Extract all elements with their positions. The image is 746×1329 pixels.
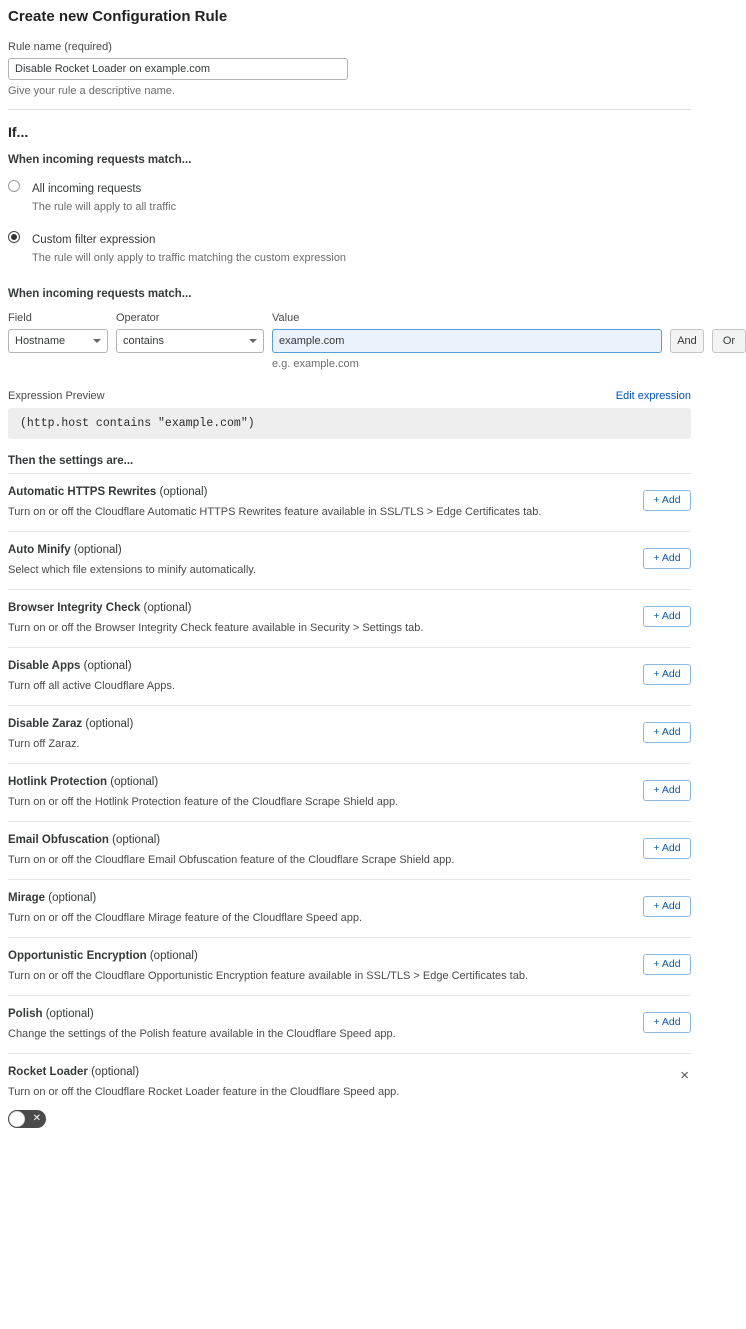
remove-setting-icon[interactable]: ×	[680, 1066, 689, 1084]
add-setting-button[interactable]: + Add	[643, 896, 691, 917]
add-setting-button[interactable]: + Add	[643, 838, 691, 859]
setting-optional: (optional)	[73, 543, 122, 556]
setting-description: Turn off all active Cloudflare Apps.	[8, 679, 175, 692]
setting-title: Automatic HTTPS Rewrites	[8, 485, 157, 498]
if-section-subheading: When incoming requests match...	[8, 154, 192, 166]
setting-description: Turn off Zaraz.	[8, 737, 80, 750]
setting-optional: (optional)	[85, 717, 134, 730]
setting-optional: (optional)	[159, 485, 208, 498]
then-section-heading: Then the settings are...	[8, 454, 134, 467]
expression-preview-header	[8, 390, 691, 402]
rule-name-group	[8, 41, 691, 97]
field-label: Field	[8, 311, 32, 324]
setting-description: Turn on or off the Cloudflare Email Obfuscation feature of the Cloudflare Scrape Shield app.	[8, 853, 455, 866]
setting-row-opportunistic-encryption	[8, 937, 691, 995]
field-column	[8, 312, 108, 353]
divider	[8, 109, 691, 110]
logic-buttons	[670, 312, 704, 353]
setting-optional: (optional)	[83, 659, 132, 672]
setting-title: Opportunistic Encryption	[8, 949, 147, 962]
setting-description: Change the settings of the Polish feature available in the Cloudflare Speed app.	[8, 1027, 396, 1040]
setting-title: Disable Zaraz	[8, 717, 83, 730]
chevron-down-icon	[93, 339, 101, 343]
add-setting-button[interactable]: + Add	[643, 548, 691, 569]
setting-title: Hotlink Protection	[8, 775, 108, 788]
setting-row-mirage	[8, 879, 691, 937]
setting-optional: (optional)	[45, 1007, 94, 1020]
setting-row-browser-integrity-check	[8, 589, 691, 647]
radio-desc-all-requests: The rule will apply to all traffic	[32, 201, 177, 213]
setting-title: Email Obfuscation	[8, 833, 109, 846]
edit-expression-link[interactable]: Edit expression	[615, 389, 691, 402]
setting-row-disable-zaraz	[8, 705, 691, 763]
operator-select-value: contains	[123, 334, 164, 347]
setting-description: Turn on or off the Cloudflare Rocket Loader feature in the Cloudflare Speed app.	[8, 1085, 400, 1098]
radio-label-all-requests: All incoming requests	[32, 183, 142, 195]
or-button[interactable]: Or	[712, 329, 746, 353]
radio-label-custom-filter: Custom filter expression	[32, 233, 156, 246]
setting-row-automatic-https-rewrites	[8, 473, 691, 531]
operator-label: Operator	[116, 311, 160, 324]
value-input[interactable]	[272, 329, 662, 353]
setting-optional: (optional)	[91, 1065, 140, 1078]
setting-description: Turn on or off the Cloudflare Automatic HTTPS Rewrites feature available in SSL/TLS > Edge Certificates tab.	[8, 505, 542, 518]
setting-row-hotlink-protection	[8, 763, 691, 821]
operator-select[interactable]	[116, 329, 264, 353]
setting-row-email-obfuscation	[8, 821, 691, 879]
expression-preview-label: Expression Preview	[8, 389, 105, 402]
field-select[interactable]	[8, 329, 108, 353]
radio-desc-custom-filter: The rule will only apply to traffic matching the custom expression	[32, 251, 347, 264]
page-title: Create new Configuration Rule	[8, 8, 228, 25]
setting-title: Browser Integrity Check	[8, 601, 141, 614]
field-select-value: Hostname	[15, 334, 66, 347]
setting-optional: (optional)	[149, 949, 198, 962]
add-setting-button[interactable]: + Add	[643, 606, 691, 627]
expression-preview-box: (http.host contains "example.com")	[8, 408, 691, 439]
add-setting-button[interactable]: + Add	[643, 1012, 691, 1033]
if-section-heading: If...	[8, 124, 29, 140]
chevron-down-icon	[249, 339, 257, 343]
add-setting-button[interactable]: + Add	[643, 664, 691, 685]
setting-row-polish	[8, 995, 691, 1053]
expression-builder-row	[8, 311, 736, 370]
add-setting-button[interactable]: + Add	[643, 780, 691, 801]
setting-description: Turn on or off the Cloudflare Mirage feature of the Cloudflare Speed app.	[8, 911, 363, 924]
setting-title: Mirage	[8, 891, 46, 904]
setting-title: Rocket Loader	[8, 1065, 88, 1078]
setting-description: Turn on or off the Browser Integrity Check feature available in Security > Settings tab.	[8, 621, 424, 634]
setting-optional: (optional)	[48, 891, 97, 904]
setting-title: Polish	[8, 1007, 43, 1020]
add-setting-button[interactable]: + Add	[643, 490, 691, 511]
setting-description: Select which file extensions to minify automatically.	[8, 563, 257, 576]
radio-option-all-requests[interactable]	[8, 178, 691, 215]
value-column	[272, 312, 662, 370]
add-setting-button[interactable]: + Add	[643, 722, 691, 743]
setting-optional: (optional)	[143, 601, 192, 614]
setting-description: Turn on or off the Hotlink Protection feature of the Cloudflare Scrape Shield app.	[8, 795, 399, 808]
radio-option-custom-filter[interactable]	[8, 229, 691, 266]
rocket-loader-toggle[interactable]	[8, 1110, 46, 1128]
setting-row-disable-apps	[8, 647, 691, 705]
value-hint: e.g. example.com	[272, 357, 359, 370]
rule-name-input[interactable]	[8, 58, 348, 80]
expression-subheading: When incoming requests match...	[8, 287, 192, 300]
setting-title: Auto Minify	[8, 543, 71, 556]
setting-optional: (optional)	[112, 833, 161, 846]
setting-row-rocket-loader	[8, 1053, 691, 1141]
rule-name-label: Rule name (required)	[8, 41, 112, 53]
setting-row-auto-minify	[8, 531, 691, 589]
toggle-off-icon: ✕	[32, 1112, 41, 1124]
toggle-knob	[9, 1111, 25, 1127]
setting-optional: (optional)	[110, 775, 159, 788]
rule-name-help: Give your rule a descriptive name.	[8, 85, 175, 97]
value-label: Value	[272, 311, 300, 324]
radio-icon-custom-filter[interactable]	[8, 231, 20, 243]
add-setting-button[interactable]: + Add	[643, 954, 691, 975]
setting-title: Disable Apps	[8, 659, 81, 672]
radio-icon-all-requests[interactable]	[8, 180, 20, 192]
setting-description: Turn on or off the Cloudflare Opportunistic Encryption feature available in SSL/TLS > Edge Certificates tab.	[8, 969, 529, 982]
operator-column	[116, 312, 264, 353]
and-button[interactable]: And	[670, 329, 704, 353]
